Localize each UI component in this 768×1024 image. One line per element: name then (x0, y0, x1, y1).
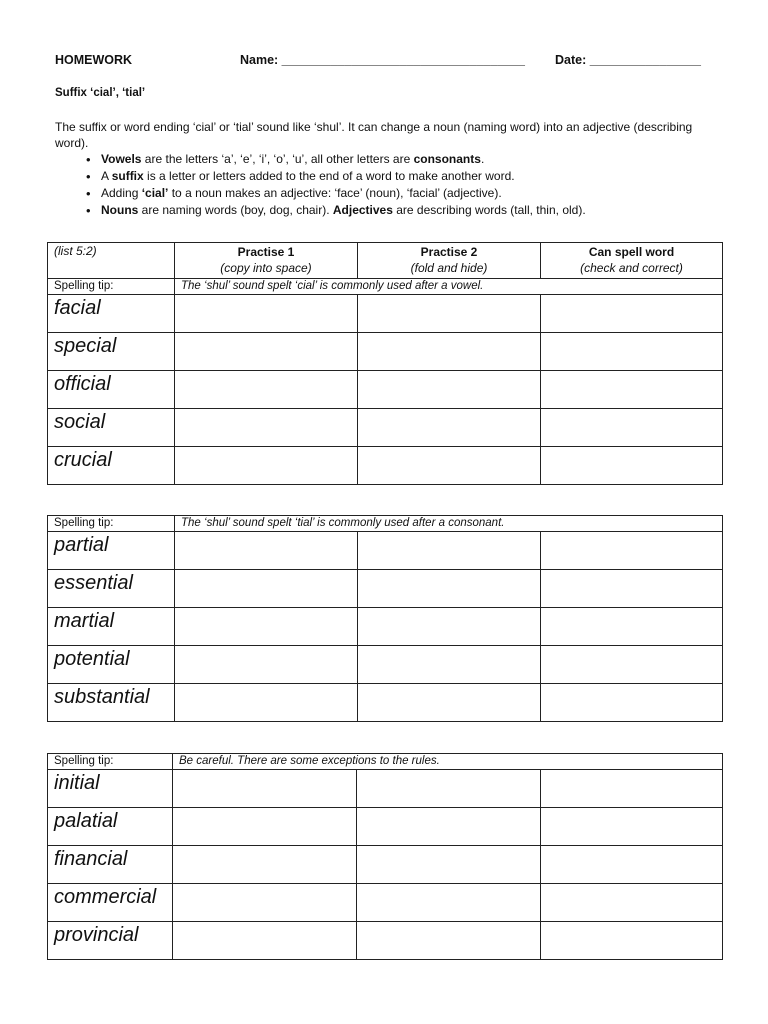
practise-1-cell[interactable] (175, 684, 358, 722)
can-spell-cell[interactable] (541, 532, 723, 570)
word-row (48, 922, 723, 960)
practise-2-cell[interactable] (358, 532, 541, 570)
can-spell-cell[interactable] (541, 333, 723, 371)
word-row (48, 608, 723, 646)
spelling-word: commercial (48, 884, 173, 922)
practise-2-cell[interactable] (357, 808, 541, 846)
can-spell-cell[interactable] (541, 409, 723, 447)
practise-1-cell[interactable] (175, 409, 358, 447)
spelling-word: substantial (48, 684, 175, 722)
practise-1-cell[interactable] (173, 884, 357, 922)
can-spell-cell[interactable] (541, 646, 723, 684)
list-reference: (list 5:2) (48, 243, 175, 279)
spelling-tip-text: The ‘shul’ sound spelt ‘cial’ is commonly used after a vowel. (175, 279, 723, 295)
spelling-tip-text: The ‘shul’ sound spelt ‘tial’ is commonly used after a consonant. (175, 516, 723, 532)
spelling-word: crucial (48, 447, 175, 485)
practise-2-cell[interactable] (358, 333, 541, 371)
practise-2-cell[interactable] (357, 846, 541, 884)
spelling-word: financial (48, 846, 173, 884)
spelling-tip-label: Spelling tip: (48, 516, 175, 532)
can-spell-cell[interactable] (541, 295, 723, 333)
spelling-word: special (48, 333, 175, 371)
spelling-table-tial (47, 515, 723, 722)
column-can-spell: Can spell word (check and correct) (541, 243, 723, 279)
spelling-word: social (48, 409, 175, 447)
word-row (48, 532, 723, 570)
spelling-word: partial (48, 532, 175, 570)
practise-1-cell[interactable] (173, 808, 357, 846)
spelling-word: martial (48, 608, 175, 646)
can-spell-cell[interactable] (541, 570, 723, 608)
word-row (48, 684, 723, 722)
spelling-table-exceptions (47, 753, 723, 960)
practise-1-cell[interactable] (173, 922, 357, 960)
practise-2-cell[interactable] (358, 608, 541, 646)
practise-2-cell[interactable] (357, 884, 541, 922)
practise-1-cell[interactable] (175, 608, 358, 646)
practise-1-cell[interactable] (173, 770, 357, 808)
column-practise-2: Practise 2 (fold and hide) (358, 243, 541, 279)
rule-nouns-adjectives: • Nouns are naming words (boy, dog, chair). Adjectives are describing words (tall, thin, old). (101, 202, 721, 219)
worksheet-subtitle: Suffix ‘cial’, ‘tial’ (55, 87, 146, 99)
spelling-word: initial (48, 770, 173, 808)
word-row (48, 770, 723, 808)
can-spell-cell[interactable] (541, 447, 723, 485)
word-row (48, 371, 723, 409)
practise-2-cell[interactable] (358, 371, 541, 409)
practise-1-cell[interactable] (175, 447, 358, 485)
word-row (48, 333, 723, 371)
can-spell-cell[interactable] (541, 922, 723, 960)
spelling-word: potential (48, 646, 175, 684)
word-row (48, 409, 723, 447)
spelling-tip-row (48, 754, 723, 770)
can-spell-cell[interactable] (541, 770, 723, 808)
practise-1-cell[interactable] (175, 570, 358, 608)
spelling-word: facial (48, 295, 175, 333)
column-practise-1: Practise 1 (copy into space) (175, 243, 358, 279)
can-spell-cell[interactable] (541, 884, 723, 922)
spelling-tip-label: Spelling tip: (48, 754, 173, 770)
practise-2-cell[interactable] (357, 770, 541, 808)
spelling-tip-text: Be careful. There are some exceptions to the rules. (173, 754, 723, 770)
spelling-word: palatial (48, 808, 173, 846)
intro-paragraph: The suffix or word ending ‘cial’ or ‘tial’ sound like ‘shul’. It can change a noun (naming word) into an adjective (describing word). (55, 120, 693, 150)
spelling-tip-row (48, 516, 723, 532)
spelling-word: official (48, 371, 175, 409)
spelling-word: provincial (48, 922, 173, 960)
spelling-tip-row (48, 279, 723, 295)
name-field[interactable]: Name: ___________________________________ (240, 53, 525, 67)
practise-1-cell[interactable] (175, 333, 358, 371)
practise-1-cell[interactable] (175, 371, 358, 409)
can-spell-cell[interactable] (541, 608, 723, 646)
rule-adding-cial: • Adding ‘cial’ to a noun makes an adjective: ‘face’ (noun), ‘facial’ (adjective). (101, 185, 721, 202)
rules-list (101, 151, 721, 219)
practise-1-cell[interactable] (175, 295, 358, 333)
practise-1-cell[interactable] (173, 846, 357, 884)
practise-2-cell[interactable] (358, 447, 541, 485)
rule-suffix: • A suffix is a letter or letters added to the end of a word to make another word. (101, 168, 721, 185)
word-row (48, 295, 723, 333)
can-spell-cell[interactable] (541, 684, 723, 722)
table-header-row (48, 243, 723, 279)
date-field[interactable]: Date: ________________ (555, 53, 701, 67)
spelling-table-cial (47, 242, 723, 485)
can-spell-cell[interactable] (541, 808, 723, 846)
word-row (48, 447, 723, 485)
practise-2-cell[interactable] (358, 684, 541, 722)
word-row (48, 808, 723, 846)
word-row (48, 570, 723, 608)
spelling-word: essential (48, 570, 175, 608)
practise-1-cell[interactable] (175, 646, 358, 684)
homework-title: HOMEWORK (55, 53, 133, 67)
rule-vowels: • Vowels are the letters ‘a’, ‘e’, ‘i’, ‘o’, ‘u’, all other letters are consonants. (101, 151, 721, 168)
word-row (48, 884, 723, 922)
practise-2-cell[interactable] (358, 409, 541, 447)
practise-2-cell[interactable] (358, 646, 541, 684)
practise-1-cell[interactable] (175, 532, 358, 570)
practise-2-cell[interactable] (357, 922, 541, 960)
can-spell-cell[interactable] (541, 846, 723, 884)
spelling-tip-label: Spelling tip: (48, 279, 175, 295)
can-spell-cell[interactable] (541, 371, 723, 409)
word-row (48, 846, 723, 884)
practise-2-cell[interactable] (358, 570, 541, 608)
word-row (48, 646, 723, 684)
practise-2-cell[interactable] (358, 295, 541, 333)
